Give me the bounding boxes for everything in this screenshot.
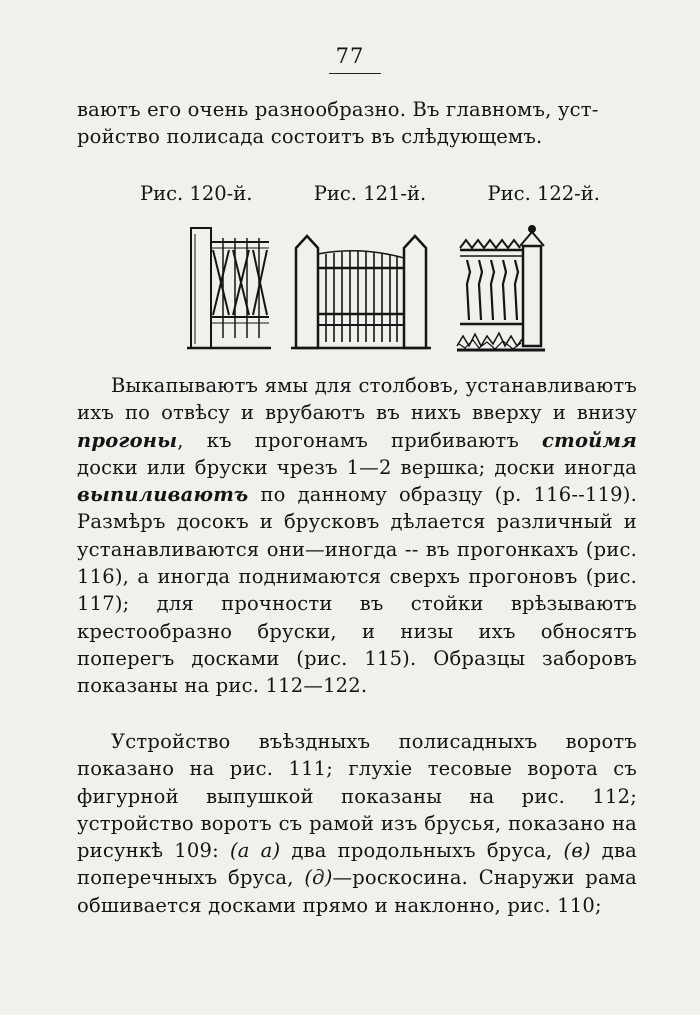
p2-segment: два поперечныхъ бруса,: [77, 839, 637, 890]
figure-captions: [140, 182, 600, 205]
p2-segment: Устройство въѣздныхъ полисадныхъ воротъ показано на рис. 111; глухіе тесовые ворота съ фигурной выпушкой показаны на рис. 112; устройство воротъ съ рамой изъ брусья, показано на рисункѣ 109:: [77, 730, 637, 863]
paragraph-1-text: [77, 372, 637, 700]
p2-label-aa: (а а): [229, 839, 281, 863]
caption-fig-121: Рис. 121-й.: [313, 182, 427, 205]
p2-segment: —роскосина. Снаружи рама обшивается досками прямо и наклонно, рис. 110;: [77, 866, 637, 917]
p1-segment: , къ прогонамъ прибиваютъ: [177, 428, 543, 452]
caption-fig-120: Рис. 120-й.: [140, 182, 253, 205]
p2-segment: два продольныхъ бруса,: [280, 839, 564, 863]
intro-line-1: ваютъ его очень разнообразно. Въ главномъ, уст-: [77, 98, 599, 121]
p1-segment: доски или бруски чрезъ 1—2 вершка; доски иногда: [77, 455, 637, 479]
paragraph-2: [77, 728, 637, 919]
p1-term-stoymya: стоймя: [542, 428, 637, 452]
p1-term-vypilivayut: выпиливаютъ: [77, 483, 249, 507]
page-number: 77: [335, 44, 365, 68]
p1-segment: по данному образцу (р. 116--119). Размѣръ досокъ и брусковъ дѣлается различный и устанавливаются они—иногда -- въ прогонкахъ (рис. 116), а иногда поднимаются сверхъ прогоновъ (рис. 117); для прочности въ стойки врѣзываютъ крестообразно бруски, и низы ихъ обносятъ поперегъ досками (рис. 115). Образцы заборовъ показаны на рис. 112—122.: [77, 483, 637, 698]
page-number-rule: [329, 73, 381, 74]
fig-120-fence-drawing: [187, 228, 271, 348]
fence-illustrations: [183, 220, 553, 355]
p1-term-progony: прогоны: [77, 428, 178, 452]
paragraph-1: [77, 372, 637, 700]
paragraph-2-text: [77, 728, 637, 919]
intro-text: [77, 96, 637, 151]
fig-122-ornamental-fence-drawing: [457, 226, 545, 350]
fig-121-gate-drawing: [291, 236, 431, 348]
p1-segment: Выкапываютъ ямы для столбовъ, устанавливаютъ: [111, 374, 637, 397]
p2-label-d: (д): [304, 866, 333, 890]
caption-fig-122: Рис. 122-й.: [487, 182, 600, 205]
p2-label-v: (в): [563, 839, 591, 863]
intro-line-2: ройство полисада состоитъ въ слѣдующемъ.: [77, 125, 543, 149]
p1-segment: ихъ по отвѣсу и врубаютъ въ нихъ вверху и внизу: [77, 401, 637, 425]
